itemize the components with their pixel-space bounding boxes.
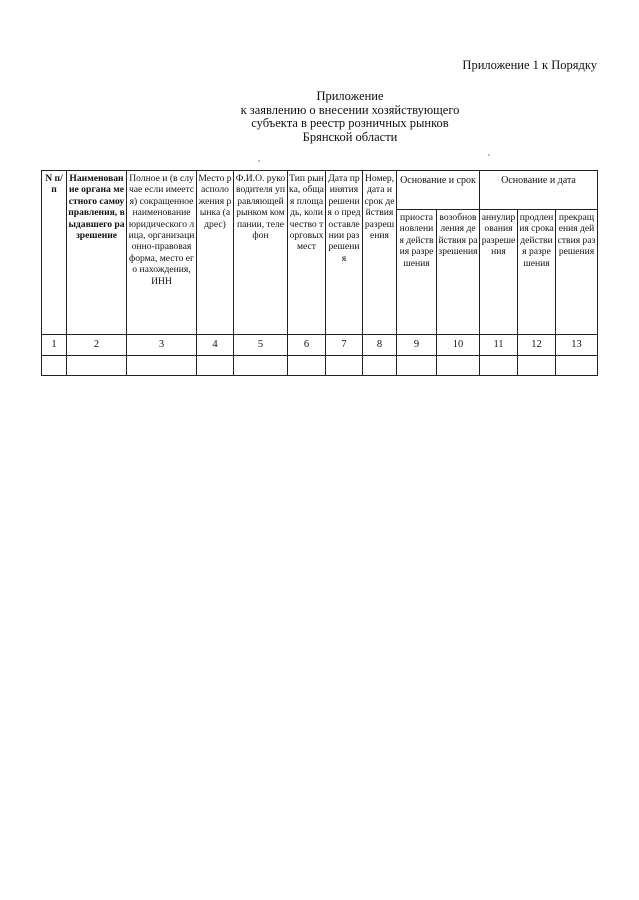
column-number: 10: [437, 335, 480, 356]
subheader-cell-resumption: возобновления действия разрешения: [437, 210, 480, 335]
column-number: 5: [234, 335, 288, 356]
title-line: к заявлению о внесении хозяйствующего: [240, 102, 460, 117]
scan-speck: [488, 154, 490, 156]
table-cell: [363, 356, 397, 376]
column-number: 12: [518, 335, 556, 356]
header-cell-permit-number: Номер, дата и срок действия разрешения: [363, 171, 397, 335]
table-cell: [397, 356, 437, 376]
subheader-cell-suspension: приостановления действия разрешения: [397, 210, 437, 335]
scan-speck: [258, 160, 260, 162]
column-number: 9: [397, 335, 437, 356]
header-group-basis-term: Основание и срок: [397, 171, 480, 210]
column-number: 1: [42, 335, 67, 356]
column-number: 11: [480, 335, 518, 356]
column-number: 3: [127, 335, 197, 356]
table-cell: [234, 356, 288, 376]
header-cell-decision-date: Дата принятия решения о предоставлении разрешения: [326, 171, 363, 335]
table-cell: [518, 356, 556, 376]
table-cell: [197, 356, 234, 376]
column-number: 8: [363, 335, 397, 356]
table-cell: [127, 356, 197, 376]
header-cell-market-type: Тип рынка, общая площадь, количество торговых мест: [288, 171, 326, 335]
table-cell: [556, 356, 598, 376]
empty-data-row: [42, 356, 598, 376]
column-number: 13: [556, 335, 598, 356]
column-number: 6: [288, 335, 326, 356]
subheader-cell-annulment: аннулирования разрешения: [480, 210, 518, 335]
document-title: [160, 90, 540, 144]
subheader-cell-termination: прекращения действия разрешения: [556, 210, 598, 335]
table-cell: [437, 356, 480, 376]
table-cell: [67, 356, 127, 376]
table-cell: [480, 356, 518, 376]
table-cell: [288, 356, 326, 376]
column-number-row: [42, 335, 598, 356]
header-cell-number: N п/п: [42, 171, 67, 335]
column-number: 7: [326, 335, 363, 356]
title-line: Приложение: [316, 89, 384, 103]
header-row: [42, 171, 598, 210]
title-line: субъекта в реестр розничных рынков: [251, 116, 449, 130]
header-cell-location: Место расположения рынка (адрес): [197, 171, 234, 335]
column-number: 2: [67, 335, 127, 356]
registry-table: [41, 170, 598, 376]
title-line: Брянской области: [302, 129, 398, 144]
column-number: 4: [197, 335, 234, 356]
table-cell: [42, 356, 67, 376]
annex-reference: Приложение 1 к Порядку: [462, 58, 597, 72]
subheader-cell-extension: продления срока действия разрешения: [518, 210, 556, 335]
table-cell: [326, 356, 363, 376]
header-cell-authority: Наименование органа местного самоуправления, выдавшего разрешение: [67, 171, 127, 335]
header-cell-company: Полное и (в случае если имеется) сокращенное наименование юридического лица, организационно-правовая форма, место его нахождения, ИНН: [127, 171, 197, 335]
header-group-basis-date: Основание и дата: [480, 171, 598, 210]
header-cell-director: Ф.И.О. руководителя управляющей рынком компании, телефон: [234, 171, 288, 335]
